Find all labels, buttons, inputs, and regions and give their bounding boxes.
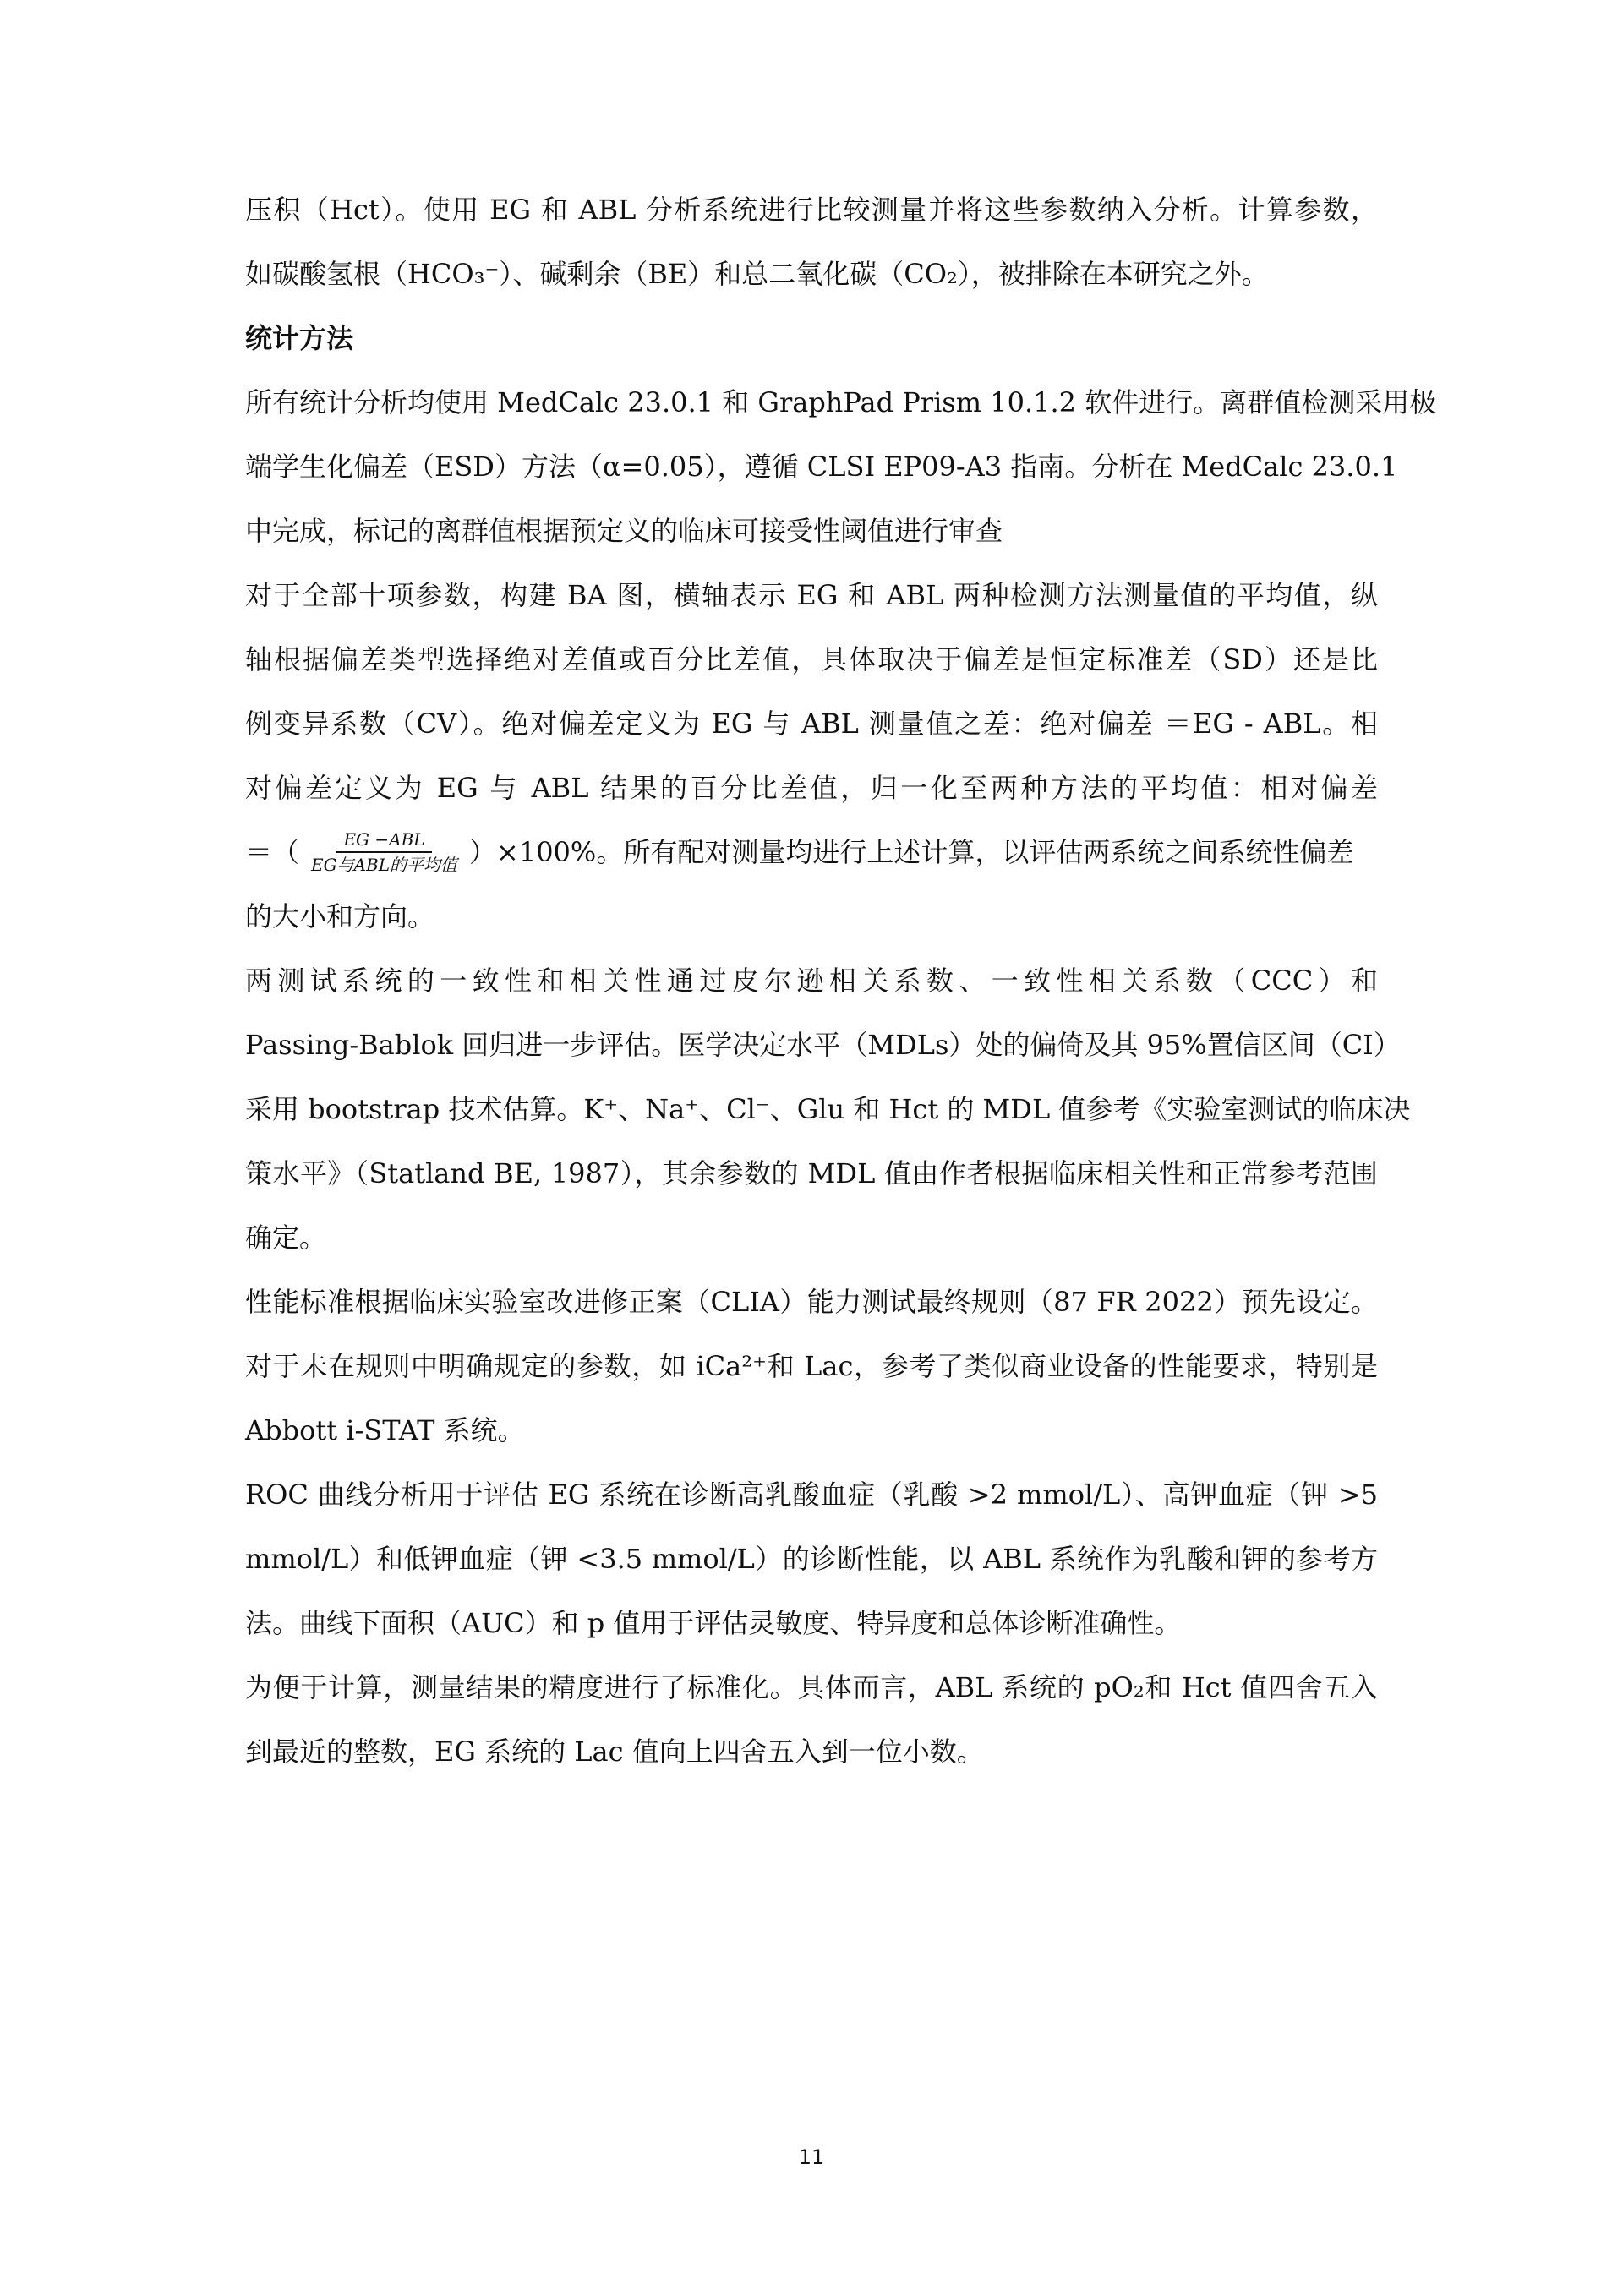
paragraph-line: 例变异系数（CV）。绝对偏差定义为 EG 与 ABL 测量值之差：绝对偏差 ＝EG - ABL。相	[245, 708, 1378, 740]
formula-line	[245, 820, 1378, 884]
paragraph-line: 为便于计算，测量结果的精度进行了标准化。具体而言，ABL 系统的 pO₂和 Hct 值四舍五入	[245, 1671, 1378, 1703]
paragraph-line: 采用 bootstrap 技术估算。K⁺、Na⁺、Cl⁻、Glu 和 Hct 的 MDL 值参考《实验室测试的临床决	[245, 1093, 1411, 1125]
paragraph-line: ROC 曲线分析用于评估 EG 系统在诊断高乳酸血症（乳酸 >2 mmol/L）、高钾血症（钾 >5	[245, 1479, 1378, 1511]
page-number: 11	[798, 2146, 825, 2169]
paragraph-line: 性能标准根据临床实验室改进修正案（CLIA）能力测试最终规则（87 FR 2022）预先设定。	[245, 1286, 1378, 1318]
paragraph-line: 对于全部十项参数，构建 BA 图，横轴表示 EG 和 ABL 两种检测方法测量值的平均值，纵	[245, 579, 1378, 611]
paragraph-line: 对于未在规则中明确规定的参数，如 iCa²⁺和 Lac，参考了类似商业设备的性能要求，特别是	[245, 1350, 1378, 1382]
paragraph-line: 对偏差定义为 EG 与 ABL 结果的百分比差值，归一化至两种方法的平均值：相对偏差	[245, 772, 1378, 804]
paragraph-line: 确定。	[245, 1222, 327, 1254]
formula-suffix: ）×100%。所有配对测量均进行上述计算，以评估两系统之间系统性偏差	[469, 836, 1354, 868]
formula-prefix: ＝（	[245, 836, 300, 868]
body-text	[245, 178, 1437, 1784]
paragraph-line: Abbott i-STAT 系统。	[245, 1414, 525, 1446]
paragraph-line: 策水平》（Statland BE, 1987），其余参数的 MDL 值由作者根据临床相关性和正常参考范围	[245, 1157, 1378, 1189]
section-heading: 统计方法	[245, 322, 354, 354]
paragraph-line: 轴根据偏差类型选择绝对差值或百分比差值，具体取决于偏差是恒定标准差（SD）还是比	[245, 643, 1378, 675]
fraction-numerator: EG −ABL	[336, 829, 431, 853]
fraction-denominator: EG与ABL的平均值	[311, 855, 458, 875]
paragraph-line: mmol/L）和低钾血症（钾 <3.5 mmol/L）的诊断性能，以 ABL 系统作为乳酸和钾的参考方	[245, 1543, 1378, 1575]
paragraph-line: 压积（Hct）。使用 EG 和 ABL 分析系统进行比较测量并将这些参数纳入分析。计算参数，	[245, 194, 1378, 226]
paragraph-line: 如碳酸氢根（HCO₃⁻）、碱剩余（BE）和总二氧化碳（CO₂），被排除在本研究之外。	[245, 258, 1269, 290]
paragraph-line: 两测试系统的一致性和相关性通过皮尔逊相关系数、一致性相关系数（CCC）和	[245, 965, 1378, 997]
paragraph-line: 到最近的整数，EG 系统的 Lac 值向上四舍五入到一位小数。	[245, 1736, 984, 1768]
paragraph-line: 中完成，标记的离群值根据预定义的临床可接受性阈值进行审查	[245, 515, 1003, 547]
paragraph-line: Passing-Bablok 回归进一步评估。医学决定水平（MDLs）处的偏倚及其 95%置信区间（CI）	[245, 1029, 1401, 1061]
paragraph-line: 端学生化偏差（ESD）方法（α=0.05），遵循 CLSI EP09-A3 指南。分析在 MedCalc 23.0.1	[245, 451, 1398, 483]
paragraph-line: 法。曲线下面积（AUC）和 p 值用于评估灵敏度、特异度和总体诊断准确性。	[245, 1607, 1182, 1639]
relative-bias-fraction	[304, 829, 464, 875]
paragraph-line: 的大小和方向。	[245, 900, 435, 932]
paragraph-line: 所有统计分析均使用 MedCalc 23.0.1 和 GraphPad Prism 10.1.2 软件进行。离群值检测采用极	[245, 386, 1437, 418]
